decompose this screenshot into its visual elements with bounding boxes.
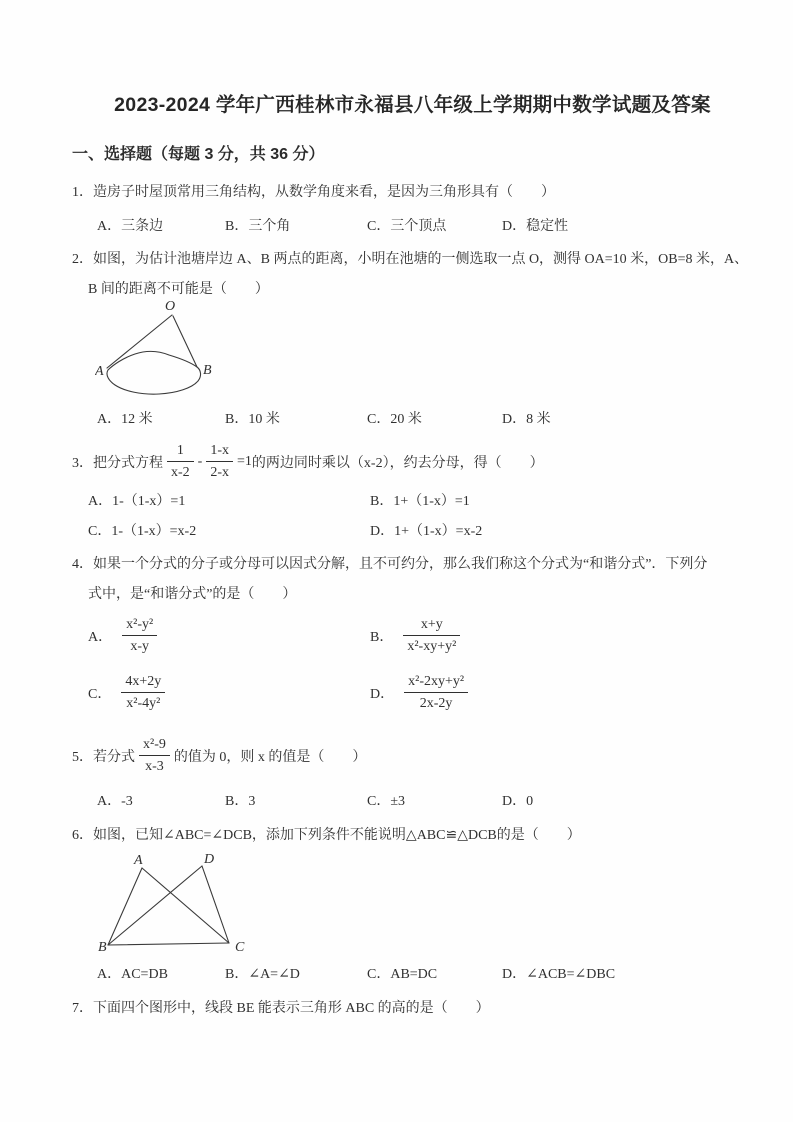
fraction-numerator: 1-x xyxy=(206,441,233,462)
option-a: A．三条边 xyxy=(97,219,164,234)
segment-ba xyxy=(108,868,142,945)
question-5-options xyxy=(72,787,753,817)
option-d: D．8 米 xyxy=(502,412,551,427)
option-d: D．∠ACB=∠DBC xyxy=(502,967,616,982)
fraction-denominator: x²-xy+y² xyxy=(407,639,457,654)
question-2-text-line2: B 间的距离不可能是（ ） xyxy=(88,282,269,297)
question-4-text-line2: 式中，是“和谐分式”的是（ ） xyxy=(88,587,297,602)
option-label: B． xyxy=(370,629,394,645)
question-1-text: 1．造房子时屋顶常用三角结构，从数学角度来看，是因为三角形具有（ ） xyxy=(72,185,555,200)
fraction xyxy=(121,672,165,713)
section-header: 一、选择题（每题 3 分，共 36 分） xyxy=(72,146,325,163)
fraction-numerator: 4x+2y xyxy=(121,672,165,693)
page-title: 2023-2024 学年广西桂林市永福县八年级上学期期中数学试题及答案 xyxy=(114,94,711,116)
question-3-text xyxy=(72,439,753,484)
question-4-text-line1: 4．如果一个分式的分子或分母可以因式分解，且不可约分，那么我们称这个分式为“和谐分式”．下列分 xyxy=(72,557,708,572)
option-label: C． xyxy=(88,686,112,702)
fraction xyxy=(404,672,468,713)
question-2-options xyxy=(72,405,753,435)
option-d: D．0 xyxy=(502,794,534,809)
option-a: A．1-（1-x）=1 xyxy=(88,494,186,509)
option-a xyxy=(88,613,370,658)
question-4-options-row1 xyxy=(88,613,753,658)
option-d xyxy=(370,670,753,715)
question-6-options xyxy=(72,960,753,990)
question-3-options-row1 xyxy=(72,487,753,517)
vertex-label-o: O xyxy=(165,299,176,314)
vertex-label-b: B xyxy=(98,940,107,955)
option-c: C．三个顶点 xyxy=(367,219,447,234)
segment-ob xyxy=(173,316,197,367)
fraction-denominator: 2x-2y xyxy=(419,696,453,711)
option-b: B．三个角 xyxy=(225,219,291,234)
pond-shape xyxy=(107,351,201,394)
fraction-numerator: x²-2xy+y² xyxy=(404,672,468,693)
segment-bd xyxy=(108,866,202,945)
option-label: D． xyxy=(370,686,395,702)
question-6-figure-triangles-diagram xyxy=(98,852,248,956)
vertex-label-a: A xyxy=(134,853,143,868)
option-c: C．±3 xyxy=(367,794,406,809)
option-a: A．AC=DB xyxy=(97,967,168,982)
option-c xyxy=(88,670,370,715)
option-b: B．10 米 xyxy=(225,412,280,427)
option-c: C．20 米 xyxy=(367,412,422,427)
question-2-figure-pond-diagram xyxy=(95,296,220,401)
option-label: A． xyxy=(88,629,113,645)
equals-one: =1 xyxy=(237,453,252,469)
question-3-suffix: 的两边同时乘以（x-2），约去分母，得（ ） xyxy=(251,455,544,471)
option-d: D．1+（1-x）=x-2 xyxy=(370,524,483,539)
segment-bc xyxy=(108,943,229,945)
fraction xyxy=(122,615,157,656)
fraction xyxy=(206,441,233,482)
option-b xyxy=(370,613,753,658)
fraction xyxy=(139,735,170,776)
fraction-denominator: x-y xyxy=(130,639,149,654)
vertex-label-d: D xyxy=(204,852,215,867)
fraction xyxy=(403,615,460,656)
vertex-label-a: A xyxy=(95,364,104,379)
option-c: C．1-（1-x）=x-2 xyxy=(88,524,197,539)
option-c: C．AB=DC xyxy=(367,967,438,982)
minus-operator: - xyxy=(197,453,203,469)
fraction-denominator: x-3 xyxy=(145,759,164,774)
question-2-text-line1: 2．如图，为估计池塘岸边 A、B 两点的距离，小明在池塘的一侧选取一点 O，测得 OA=10 米，OB=8 米，A、 xyxy=(72,252,749,267)
question-4-options-row2 xyxy=(88,670,753,715)
question-3-prefix: 3．把分式方程 xyxy=(72,455,163,471)
question-3-options-row2 xyxy=(72,517,753,547)
option-a: A．12 米 xyxy=(97,412,153,427)
fraction-numerator: x²-9 xyxy=(139,735,170,756)
fraction-numerator: x²-y² xyxy=(122,615,157,636)
fraction-denominator: x-2 xyxy=(171,465,190,480)
segment-oa xyxy=(107,315,172,368)
fraction-numerator: 1 xyxy=(167,441,194,462)
question-7-text: 7．下面四个图形中，线段 BE 能表示三角形 ABC 的高的是（ ） xyxy=(72,1001,490,1016)
fraction-numerator: x+y xyxy=(403,615,460,636)
question-1-options xyxy=(72,212,753,242)
option-a: A．-3 xyxy=(97,794,133,809)
option-d: D．稳定性 xyxy=(502,219,569,234)
fraction-denominator: x²-4y² xyxy=(126,696,161,711)
option-b: B．1+（1-x）=1 xyxy=(370,494,470,509)
option-b: B．3 xyxy=(225,794,256,809)
question-5-prefix: 5．若分式 xyxy=(72,749,135,765)
question-5-suffix: 的值为 0，则 x 的值是（ ） xyxy=(173,749,367,765)
question-5-text xyxy=(72,733,753,778)
question-6-text: 6．如图，已知∠ABC=∠DCB，添加下列条件不能说明△ABC≌△DCB的是（ ） xyxy=(72,828,581,843)
fraction xyxy=(167,441,194,482)
fraction-denominator: 2-x xyxy=(210,465,230,480)
option-b: B．∠A=∠D xyxy=(225,967,300,982)
vertex-label-b: B xyxy=(203,363,212,378)
vertex-label-c: C xyxy=(235,940,245,955)
